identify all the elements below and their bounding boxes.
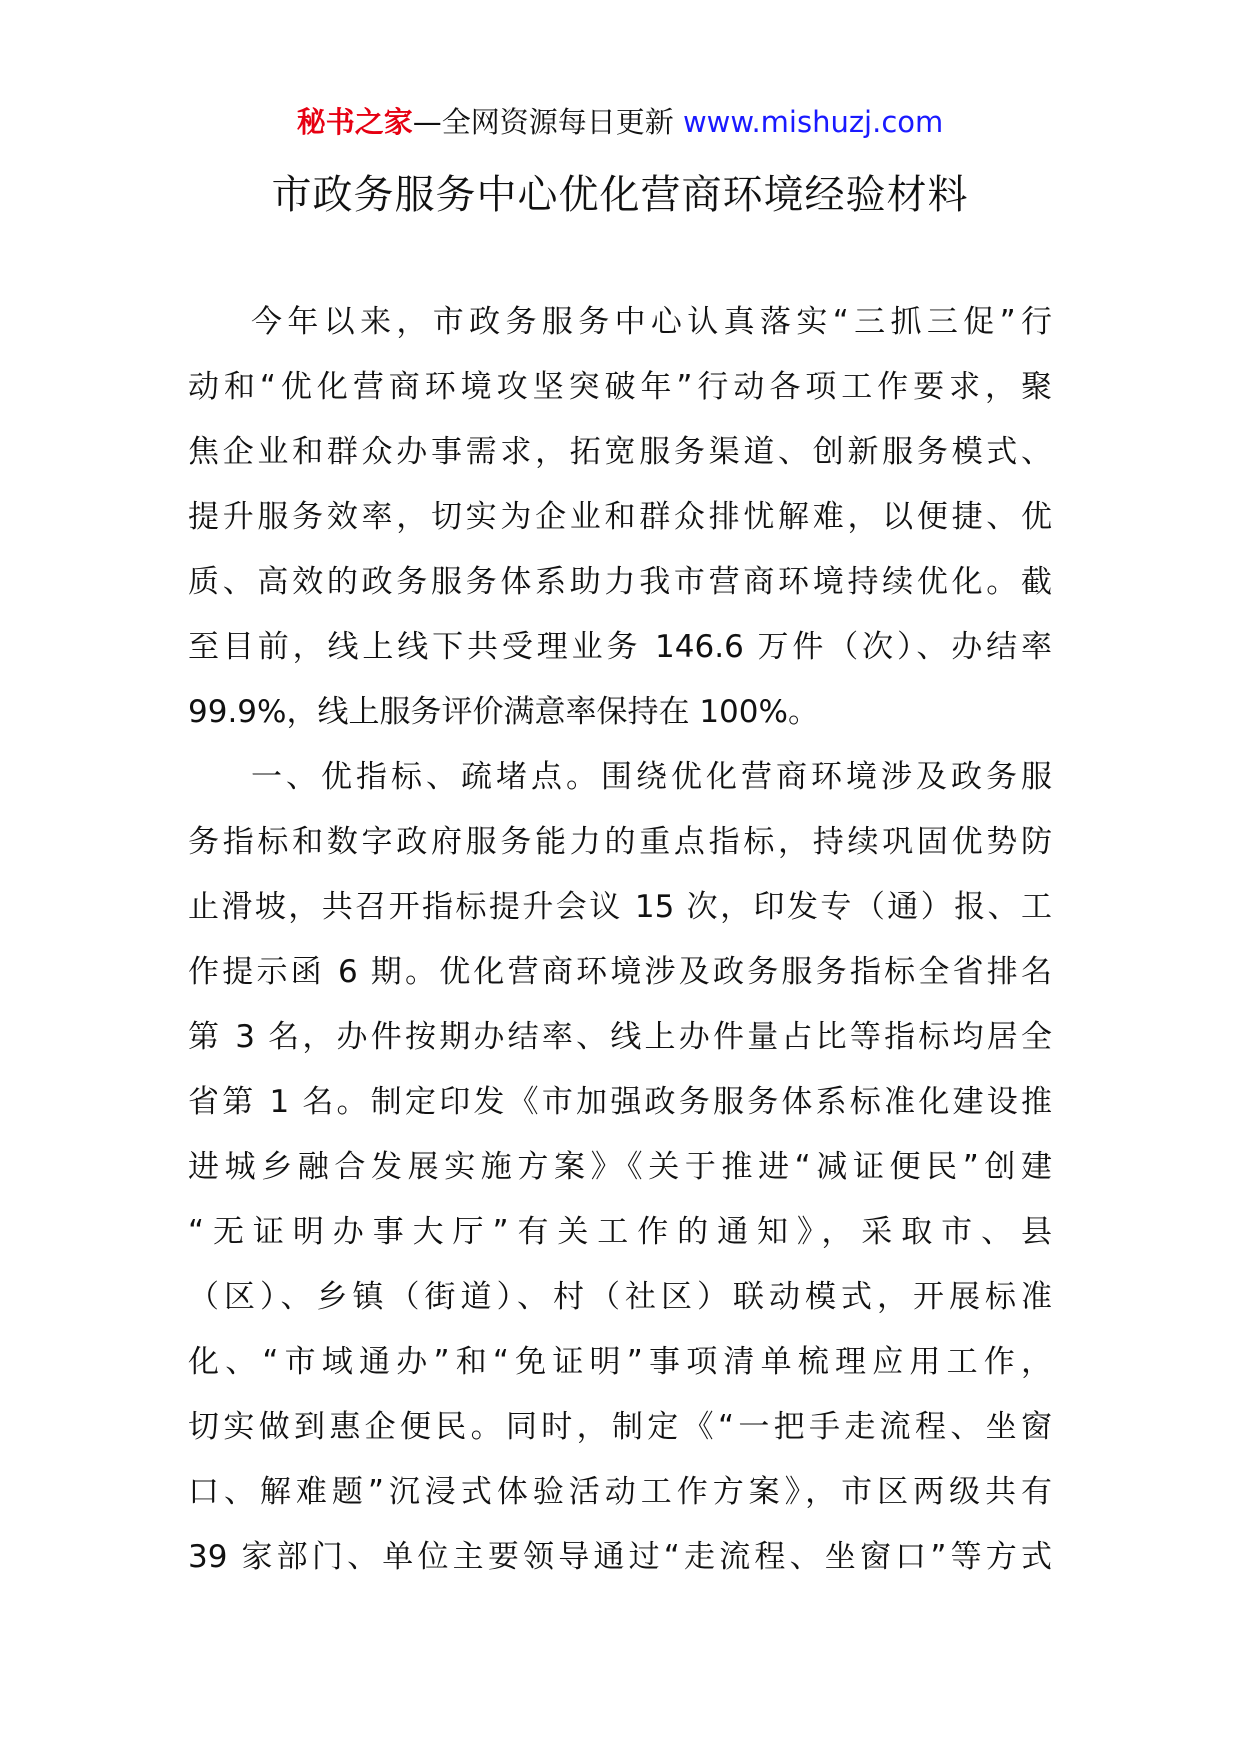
paragraph-line: 第 3 名，办件按期办结率、线上办件量占比等指标均居全	[188, 1019, 1052, 1055]
paragraph-line: 提升服务效率，切实为企业和群众排忧解难，以便捷、优	[188, 499, 1052, 535]
brand-name: 秘书之家	[296, 105, 413, 139]
paragraph-line: “无证明办事大厅”有关工作的通知》，采取市、县	[188, 1214, 1052, 1250]
paragraph-line: 焦企业和群众办事需求，拓宽服务渠道、创新服务模式、	[188, 434, 1052, 470]
site-url-link[interactable]: www.mishuzj.com	[682, 105, 944, 139]
document-title: 市政务服务中心优化营商环境经验材料	[271, 172, 969, 218]
paragraph-line: 进城乡融合发展实施方案》《关于推进“减证便民”创建	[188, 1149, 1052, 1185]
paragraph-line: 今年以来，市政务服务中心认真落实“三抓三促”行	[251, 304, 1052, 340]
paragraph-line: 质、高效的政务服务体系助力我市营商环境持续优化。截	[188, 564, 1052, 600]
paragraph-line: 动和“优化营商环境攻坚突破年”行动各项工作要求，聚	[188, 369, 1052, 405]
paragraph-line: （区）、乡镇（街道）、村（社区）联动模式，开展标准	[188, 1279, 1052, 1315]
paragraph-line: 切实做到惠企便民。同时，制定《“一把手走流程、坐窗	[188, 1409, 1052, 1445]
paragraph-line: 化、“市域通办”和“免证明”事项清单梳理应用工作，	[188, 1344, 1052, 1380]
paragraph-line: 口、解难题”沉浸式体验活动工作方案》，市区两级共有	[188, 1474, 1052, 1510]
site-banner	[0, 100, 1240, 144]
paragraph-line: 务指标和数字政府服务能力的重点指标，持续巩固优势防	[188, 824, 1052, 860]
paragraph-line: 至目前，线上线下共受理业务 146.6 万件（次）、办结率	[188, 629, 1052, 665]
document-body	[188, 290, 1052, 1590]
paragraph-line: 止滑坡，共召开指标提升会议 15 次，印发专（通）报、工	[188, 889, 1052, 925]
paragraph-line: 作提示函 6 期。优化营商环境涉及政务服务指标全省排名	[188, 954, 1052, 990]
banner-tagline: —全网资源每日更新	[412, 105, 674, 139]
paragraph-line: 99.9%，线上服务评价满意率保持在 100%。	[188, 694, 819, 730]
paragraph-line: 39 家部门、单位主要领导通过“走流程、坐窗口”等方式	[188, 1539, 1052, 1575]
paragraph-line: 一、优指标、疏堵点。围绕优化营商环境涉及政务服	[251, 759, 1052, 795]
paragraph-line: 省第 1 名。制定印发《市加强政务服务体系标准化建设推	[188, 1084, 1052, 1120]
